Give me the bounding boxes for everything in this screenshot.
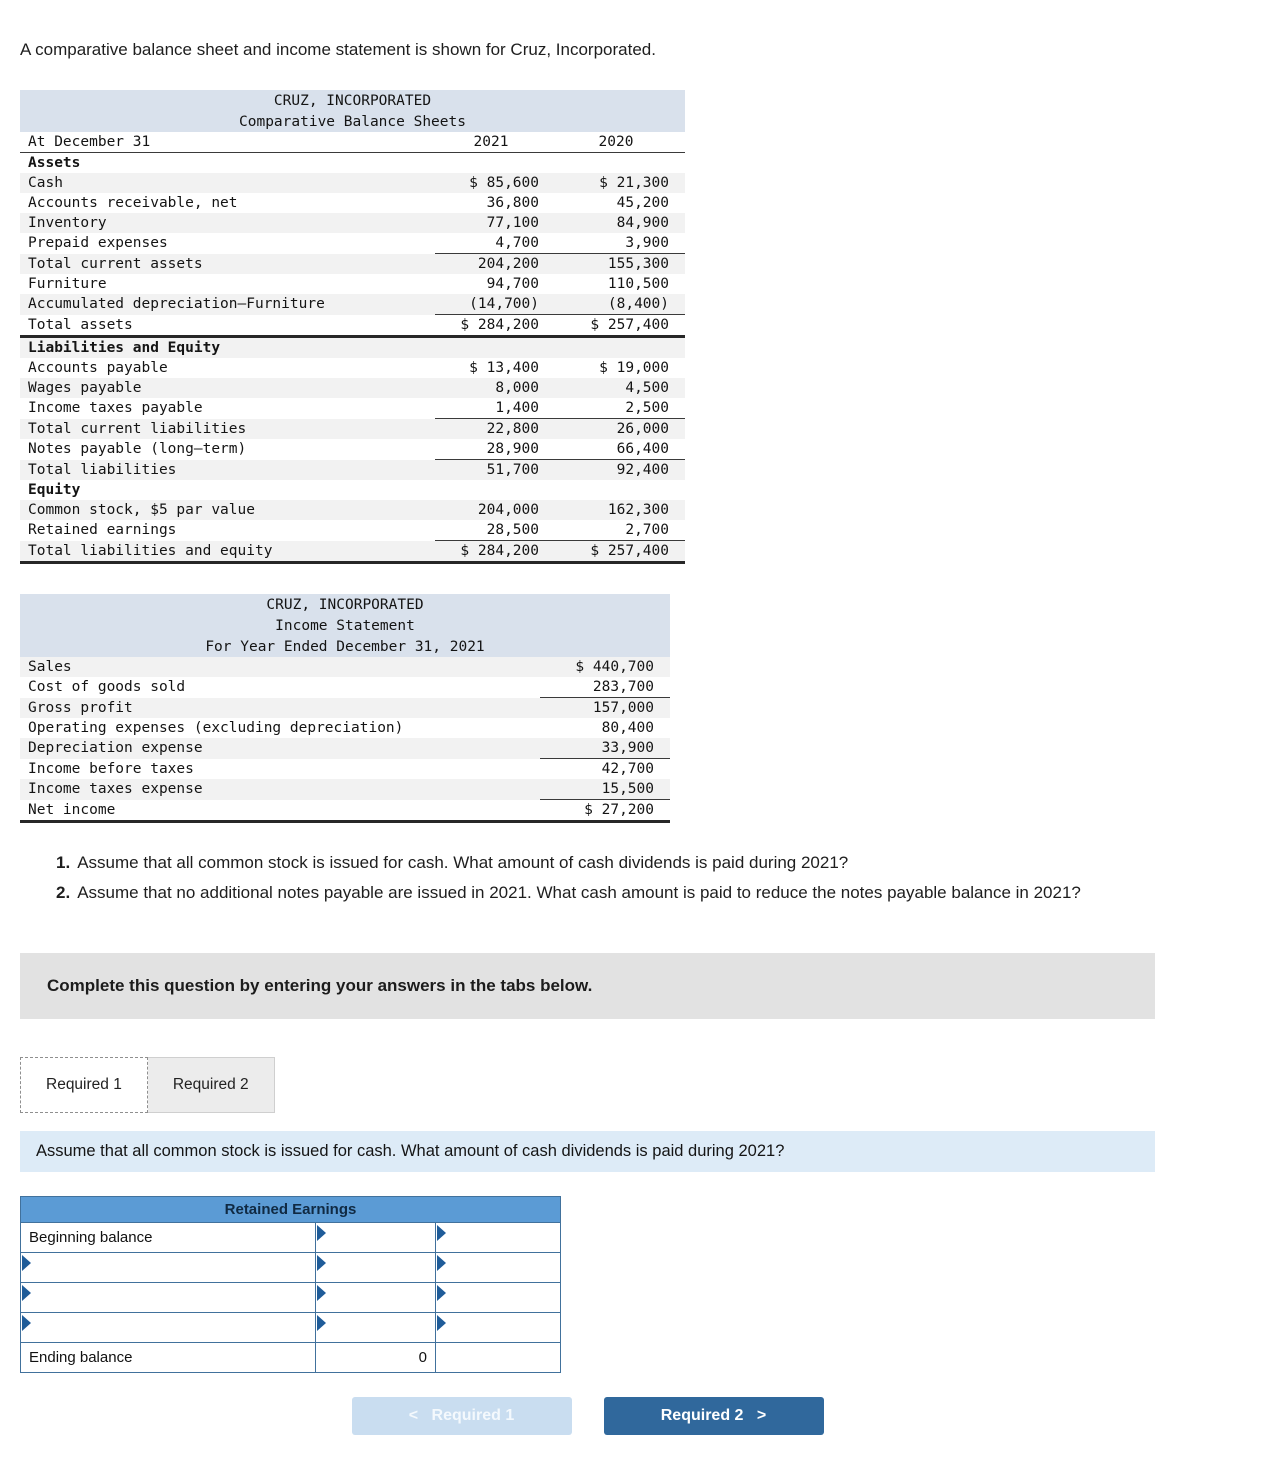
value: 157,000 — [540, 698, 670, 719]
column-header-2021: 2021 — [435, 132, 555, 153]
balance-sheet-row — [20, 213, 685, 233]
value: $ 27,200 — [540, 800, 670, 822]
row-label: Total current liabilities — [20, 419, 435, 440]
worksheet-header-row — [21, 1197, 561, 1223]
worksheet-input-cell[interactable] — [316, 1253, 436, 1283]
balance-sheet-body — [20, 153, 685, 563]
value-2021: $ 85,600 — [435, 173, 555, 193]
value-2021: 1,400 — [435, 398, 555, 419]
value-2021: $ 13,400 — [469, 360, 539, 376]
row-label: Income taxes payable — [28, 400, 203, 417]
value-2020: $ 21,300 — [555, 173, 685, 193]
income-statement-row — [20, 677, 670, 698]
worksheet-row — [21, 1343, 561, 1373]
value-2021 — [435, 480, 555, 500]
row-label: Inventory — [20, 213, 435, 233]
income-statement-title-row — [20, 594, 670, 615]
value-2021: 36,800 — [486, 195, 539, 211]
value-2020: 45,200 — [616, 195, 669, 211]
value: 80,400 — [601, 720, 654, 736]
value: 42,700 — [601, 761, 654, 777]
question-number: 2. — [56, 882, 71, 902]
worksheet-cell — [436, 1343, 561, 1373]
balance-sheet-row — [20, 419, 685, 440]
balance-sheet-row — [20, 398, 685, 419]
balance-sheet-title: CRUZ, INCORPORATED — [20, 90, 685, 111]
value-2021: 22,800 — [435, 419, 555, 440]
balance-sheet-row — [20, 439, 685, 460]
worksheet-row — [21, 1313, 561, 1343]
value: 33,900 — [540, 738, 670, 759]
chevron-right-icon: > — [756, 1407, 767, 1425]
balance-sheet-row — [20, 193, 685, 213]
row-label: Income before taxes — [28, 760, 194, 777]
entry-marker-icon — [317, 1315, 326, 1331]
income-statement-subtitle: Income Statement — [20, 615, 670, 636]
question-item — [56, 851, 1252, 876]
balance-sheet-row — [20, 358, 685, 378]
ending-balance-label: Ending balance — [21, 1343, 316, 1373]
entry-marker-icon — [437, 1315, 446, 1331]
value-2021: 4,700 — [435, 233, 555, 254]
row-label: Total liabilities — [20, 460, 435, 481]
entry-marker-icon — [437, 1285, 446, 1301]
row-label: Depreciation expense — [20, 738, 540, 759]
worksheet-input-cell[interactable] — [21, 1253, 316, 1283]
entry-marker-icon — [317, 1285, 326, 1301]
row-label: Wages payable — [20, 378, 435, 398]
balance-sheet-row — [20, 294, 685, 315]
value-2021: $ 284,200 — [435, 315, 555, 337]
balance-sheet-row — [20, 173, 685, 193]
question-text: Assume that all common stock is issued for cash. What amount of cash dividends is paid during 2021? — [77, 853, 849, 872]
row-label: Cash — [20, 173, 435, 193]
value: 283,700 — [540, 677, 670, 698]
worksheet-input-cell[interactable] — [436, 1223, 561, 1253]
row-label: Total assets — [20, 315, 435, 337]
row-label: Accounts payable — [28, 360, 168, 376]
value-2020: $ 257,400 — [555, 315, 685, 337]
question-item — [56, 881, 1252, 906]
income-statement-row — [20, 779, 670, 800]
value-2020: $ 19,000 — [599, 360, 669, 376]
balance-sheet-row — [20, 315, 685, 337]
balance-sheet-row — [20, 274, 685, 294]
row-label: Cost of goods sold — [28, 679, 186, 696]
income-statement-period: For Year Ended December 31, 2021 — [20, 636, 670, 657]
value: 15,500 — [540, 779, 670, 800]
value-2021: (14,700) — [435, 294, 555, 315]
row-label: Prepaid expenses — [28, 235, 168, 252]
value-2021: 51,700 — [435, 460, 555, 481]
questions — [20, 851, 1252, 905]
balance-sheet-table — [20, 90, 685, 564]
instruction-box: Complete this question by entering your answers in the tabs below. — [20, 953, 1155, 1019]
row-label: Total liabilities and equity — [20, 541, 435, 563]
worksheet-input-cell[interactable] — [436, 1313, 561, 1343]
balance-sheet-row — [20, 254, 685, 275]
worksheet-title: Retained Earnings — [21, 1197, 561, 1223]
income-statement-row — [20, 698, 670, 719]
row-label: Sales — [20, 657, 540, 677]
worksheet-input-cell[interactable] — [21, 1313, 316, 1343]
value-2020 — [555, 337, 685, 359]
balance-sheet-row — [20, 500, 685, 520]
value: $ 440,700 — [540, 657, 670, 677]
prev-button-label: Required 1 — [431, 1407, 515, 1425]
balance-sheet-row — [20, 153, 685, 174]
prev-required-1-button[interactable] — [352, 1397, 572, 1435]
value-2021: 28,500 — [435, 520, 555, 541]
row-label: Gross profit — [20, 698, 540, 719]
question-prompt: Assume that all common stock is issued for cash. What amount of cash dividends is paid during 2021? — [20, 1131, 1155, 1172]
balance-sheet-row — [20, 378, 685, 398]
entry-marker-icon — [437, 1255, 446, 1271]
row-label: Retained earnings — [28, 522, 177, 539]
value-2020: 162,300 — [555, 500, 685, 520]
balance-sheet-column-header-row — [20, 132, 685, 153]
value-2020: (8,400) — [555, 294, 685, 315]
worksheet-body — [21, 1223, 561, 1373]
row-label: Total current assets — [20, 254, 435, 275]
worksheet-input-cell[interactable] — [316, 1283, 436, 1313]
value-2020: 84,900 — [555, 213, 685, 233]
balance-sheet-row — [20, 460, 685, 481]
worksheet-row — [21, 1253, 561, 1283]
row-label: Liabilities and Equity — [20, 337, 435, 359]
worksheet-row — [21, 1223, 561, 1253]
balance-sheet-row — [20, 520, 685, 541]
tab-required-2[interactable]: Required 2 — [148, 1057, 275, 1113]
income-statement-title: CRUZ, INCORPORATED — [20, 594, 670, 615]
value-2020: 26,000 — [555, 419, 685, 440]
navigation — [20, 1397, 1155, 1435]
worksheet-input-cell[interactable] — [21, 1283, 316, 1313]
balance-sheet-row — [20, 541, 685, 563]
question-text: Assume that no additional notes payable are issued in 2021. What cash amount is paid to reduce the notes payable balance in 2021? — [77, 882, 1081, 902]
worksheet-table — [20, 1196, 561, 1373]
entry-marker-icon — [22, 1285, 31, 1301]
value-2021: 94,700 — [486, 276, 539, 292]
income-statement-row — [20, 718, 670, 738]
balance-sheet-row — [20, 480, 685, 500]
value-2021: 28,900 — [435, 439, 555, 460]
value-2021 — [435, 153, 555, 174]
value-2020: 92,400 — [555, 460, 685, 481]
entry-marker-icon — [317, 1255, 326, 1271]
row-label: Assets — [28, 155, 81, 171]
balance-sheet-row — [20, 233, 685, 254]
row-label: Accumulated depreciation–Furniture — [20, 294, 435, 315]
row-label: Net income — [20, 800, 540, 822]
entry-marker-icon — [22, 1255, 31, 1271]
value-2020: 2,700 — [555, 520, 685, 541]
tab-required-1[interactable]: Required 1 — [20, 1057, 148, 1113]
income-statement-row — [20, 657, 670, 677]
worksheet-input-cell[interactable] — [436, 1283, 561, 1313]
balance-sheet-date-header: At December 31 — [20, 132, 435, 153]
value-2021 — [435, 337, 555, 359]
row-label: Operating expenses (excluding depreciation) — [28, 720, 404, 736]
entry-marker-icon — [22, 1315, 31, 1331]
row-label: Common stock, $5 par value — [20, 500, 435, 520]
balance-sheet-subtitle: Comparative Balance Sheets — [20, 111, 685, 132]
next-button-label: Required 2 — [660, 1407, 744, 1425]
row-label: Equity — [28, 482, 81, 498]
value-2021: 204,200 — [435, 254, 555, 275]
column-header-2020: 2020 — [555, 132, 685, 153]
worksheet-input-cell[interactable] — [436, 1253, 561, 1283]
income-statement-period-row — [20, 636, 670, 657]
income-statement-table — [20, 594, 670, 823]
chevron-left-icon: < — [408, 1407, 419, 1425]
worksheet-input-cell[interactable] — [316, 1223, 436, 1253]
worksheet-row — [21, 1283, 561, 1313]
value-2021: 77,100 — [435, 213, 555, 233]
value-2020: 110,500 — [607, 276, 669, 292]
row-label: Accounts receivable, net — [28, 195, 238, 211]
value-2020: 2,500 — [555, 398, 685, 419]
income-statement-row — [20, 800, 670, 822]
ending-balance-value: 0 — [316, 1343, 436, 1373]
intro-text: A comparative balance sheet and income statement is shown for Cruz, Incorporated. — [20, 40, 656, 59]
value-2021: 204,000 — [435, 500, 555, 520]
value-2020: 155,300 — [555, 254, 685, 275]
income-statement-subtitle-row — [20, 615, 670, 636]
next-required-2-button[interactable] — [604, 1397, 824, 1435]
tab-bar — [20, 1057, 1252, 1113]
row-label: Notes payable (long–term) — [28, 441, 247, 458]
entry-marker-icon — [437, 1225, 446, 1241]
entry-marker-icon — [317, 1225, 326, 1241]
value-2020: $ 257,400 — [555, 541, 685, 563]
value-2021: 8,000 — [435, 378, 555, 398]
income-statement-row — [20, 738, 670, 759]
row-label: Furniture — [28, 276, 107, 292]
value-2020: 3,900 — [555, 233, 685, 254]
value-2020 — [555, 153, 685, 174]
value-2020 — [555, 480, 685, 500]
balance-sheet-subtitle-row — [20, 111, 685, 132]
value-2020: 4,500 — [555, 378, 685, 398]
worksheet-label-cell: Beginning balance — [21, 1223, 316, 1253]
value-2020: 66,400 — [555, 439, 685, 460]
income-statement-body — [20, 657, 670, 822]
income-statement-row — [20, 759, 670, 780]
question-number: 1. — [56, 853, 71, 872]
worksheet-input-cell[interactable] — [316, 1313, 436, 1343]
balance-sheet-row — [20, 337, 685, 359]
row-label: Income taxes expense — [20, 779, 540, 800]
value-2021: $ 284,200 — [435, 541, 555, 563]
balance-sheet-title-row — [20, 90, 685, 111]
